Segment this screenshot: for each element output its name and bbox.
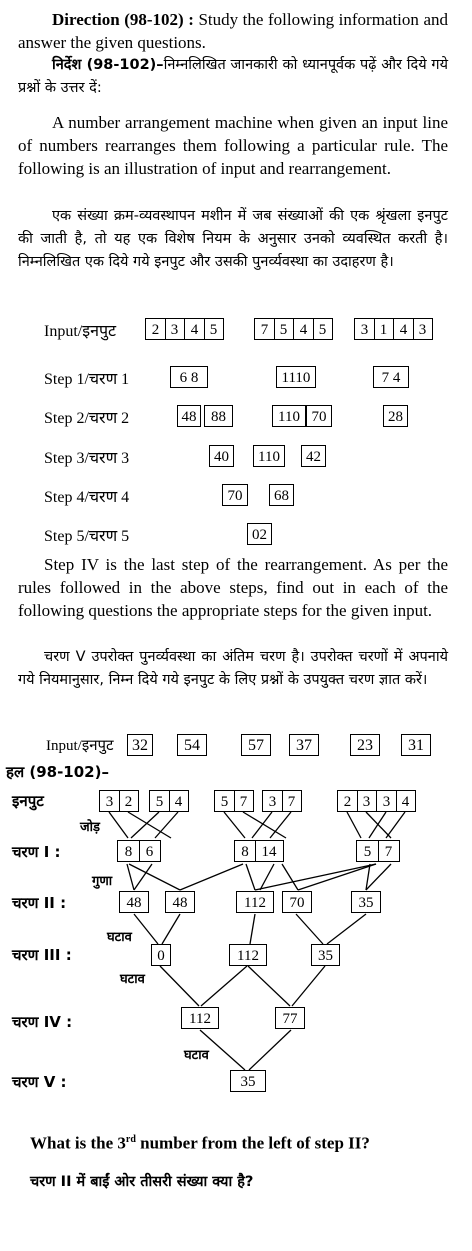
solution-step3-box: 112 <box>229 944 267 966</box>
step-box: 7 4 <box>373 366 409 388</box>
digit: 8 <box>241 844 249 860</box>
digit: 3 <box>382 794 391 810</box>
solution-step2-box: 48 <box>119 891 149 913</box>
step5-label: Step 5/चरण 5 <box>44 528 130 545</box>
step-box: 1110 <box>276 366 316 388</box>
solution-input-pair <box>149 790 189 812</box>
digit: 8 <box>124 844 133 860</box>
solution-step4-box: 112 <box>181 1007 219 1029</box>
given-input-box: 37 <box>289 734 319 756</box>
solution-step2-box: 70 <box>282 891 312 913</box>
question-en <box>30 1128 450 1155</box>
input-digit: 3 <box>170 322 179 338</box>
step1-label: Step 1/चरण 1 <box>44 371 130 388</box>
digit: 7 <box>384 844 393 860</box>
input-digit: 4 <box>299 322 308 338</box>
digit: 3 <box>105 794 114 810</box>
input-digit: 3 <box>360 322 369 338</box>
input-digit: 2 <box>151 322 160 338</box>
solution-row-step3: चरण III : <box>12 946 72 964</box>
digit: 4 <box>174 794 183 810</box>
question-hi: चरण II में बाईं ओर तीसरी संख्या क्या है? <box>30 1174 254 1190</box>
digit: 5 <box>155 794 164 810</box>
question-en-pre: What is the 3 <box>30 1133 126 1153</box>
note-hi: चरण V उपरोक्त पुनर्व्यवस्था का अंतिम चरण है। उपरोक्त चरणों में अपनाये गये नियमानुसार, निम्न दिये गये इनपुट के लिए प्रश्नों के उपयुक्त चरण ज्ञात करें। <box>18 649 448 688</box>
solution-step2-box: 35 <box>351 891 381 913</box>
solution-row-step5: चरण V : <box>12 1073 67 1091</box>
given-input-label: Input/इनपुट <box>46 738 114 754</box>
solution-row-step1: चरण I : <box>12 843 61 861</box>
given-input-box: 57 <box>241 734 271 756</box>
solution-step1-pair <box>234 840 284 862</box>
digit: 5 <box>363 844 372 860</box>
solution-step3-box: 35 <box>311 944 340 966</box>
input-digit: 7 <box>260 322 269 338</box>
op-label-subtract: घटाव <box>120 972 145 987</box>
digit: 5 <box>220 794 229 810</box>
solution-input-pair <box>262 790 302 812</box>
op-label-subtract: घटाव <box>184 1048 209 1063</box>
input-digit: 4 <box>399 322 408 338</box>
solution-row-step4: चरण IV : <box>12 1013 73 1031</box>
solution-step4-box: 77 <box>275 1007 305 1029</box>
digit: 7 <box>239 794 248 810</box>
direction-lead: Direction (98-102) : <box>52 10 194 29</box>
direction-text: Study the following information and answer the given questions. <box>18 10 448 52</box>
solution-step3-box: 0 <box>151 944 171 966</box>
step3-label: Step 3/चरण 3 <box>44 450 130 467</box>
step-box: 70 <box>306 405 332 427</box>
input-digit: 1 <box>379 322 388 338</box>
digit: 2 <box>343 794 352 810</box>
step-box: 68 <box>269 484 294 506</box>
solution-row-step2: चरण II : <box>12 894 67 912</box>
op-label-add: जोड़ <box>80 820 100 835</box>
solution-step1-pair <box>356 840 400 862</box>
step-box: 88 <box>204 405 233 427</box>
digit: 6 <box>145 844 154 860</box>
step2-label: Step 2/चरण 2 <box>44 410 130 427</box>
input-digit: 5 <box>279 322 288 338</box>
input-digit: 5 <box>318 322 327 338</box>
step4-label: Step 4/चरण 4 <box>44 489 130 506</box>
step-box: 110 <box>272 405 306 427</box>
given-input-box: 23 <box>350 734 380 756</box>
question-en-post: number from the left of step II? <box>135 1133 370 1153</box>
solution-step2-box: 48 <box>165 891 195 913</box>
input-digit: 3 <box>418 322 427 338</box>
step-box: 40 <box>209 445 234 467</box>
step-box: 28 <box>383 405 408 427</box>
digit: 3 <box>362 794 371 810</box>
digit: 14 <box>261 844 277 860</box>
op-label-multiply: गुणा <box>92 874 113 889</box>
digit: 7 <box>287 794 296 810</box>
given-input-box: 32 <box>127 734 153 756</box>
solution-step1-pair <box>117 840 161 862</box>
solution-input-pair <box>337 790 377 812</box>
digit: 3 <box>268 794 277 810</box>
solution-step2-box: 112 <box>236 891 274 913</box>
digit: 4 <box>401 794 410 810</box>
step-box: 70 <box>222 484 248 506</box>
given-input-box: 54 <box>177 734 207 756</box>
solution-input-pair <box>214 790 254 812</box>
intro-en: A number arrangement machine when given an input line of numbers rearranges them following a particular rule. The following is an illustration of input and rearrangement. <box>18 113 448 178</box>
step-box: 42 <box>301 445 326 467</box>
step-box: 02 <box>247 523 272 545</box>
direction-hi-lead: निर्देश (98-102)– <box>52 57 164 73</box>
solution-heading: हल (98-102)– <box>6 763 109 781</box>
intro-hi: एक संख्या क्रम-व्यवस्थापन मशीन में जब संख्याओं की एक श्रृंखला इनपुट की जाती है, तो यह एक विशेष नियम के अनुसार उनको व्यवस्थित करती है। निम्नलिखित एक दिये गये इनपुट और उसकी पुनर्व्यवस्था का उदाहरण है। <box>18 208 448 270</box>
solution-row-input: इनपुट <box>12 792 44 810</box>
step-box: 48 <box>177 405 201 427</box>
illustration-input-label: Input/इनपुट <box>44 323 117 340</box>
solution-step5-box: 35 <box>230 1070 266 1092</box>
solution-input-pair <box>99 790 139 812</box>
given-input-box: 31 <box>401 734 431 756</box>
op-label-subtract: घटाव <box>107 930 132 945</box>
step-box: 110 <box>253 445 285 467</box>
step-box: 6 8 <box>170 366 208 388</box>
digit: 2 <box>124 794 133 810</box>
input-digit: 5 <box>209 322 218 338</box>
input-digit: 4 <box>190 322 199 338</box>
direction-hi-text: निम्नलिखित जानकारी को ध्यानपूर्वक पढ़ें और दिये गये प्रश्नों के उत्तर दें: <box>18 57 448 96</box>
question-en-sup: rd <box>125 1134 136 1145</box>
solution-input-pair <box>376 790 416 812</box>
note-en: Step IV is the last step of the rearrangement. As per the rules followed in the above steps, find out in each of the following questions the appropriate steps for the given input. <box>18 555 448 620</box>
